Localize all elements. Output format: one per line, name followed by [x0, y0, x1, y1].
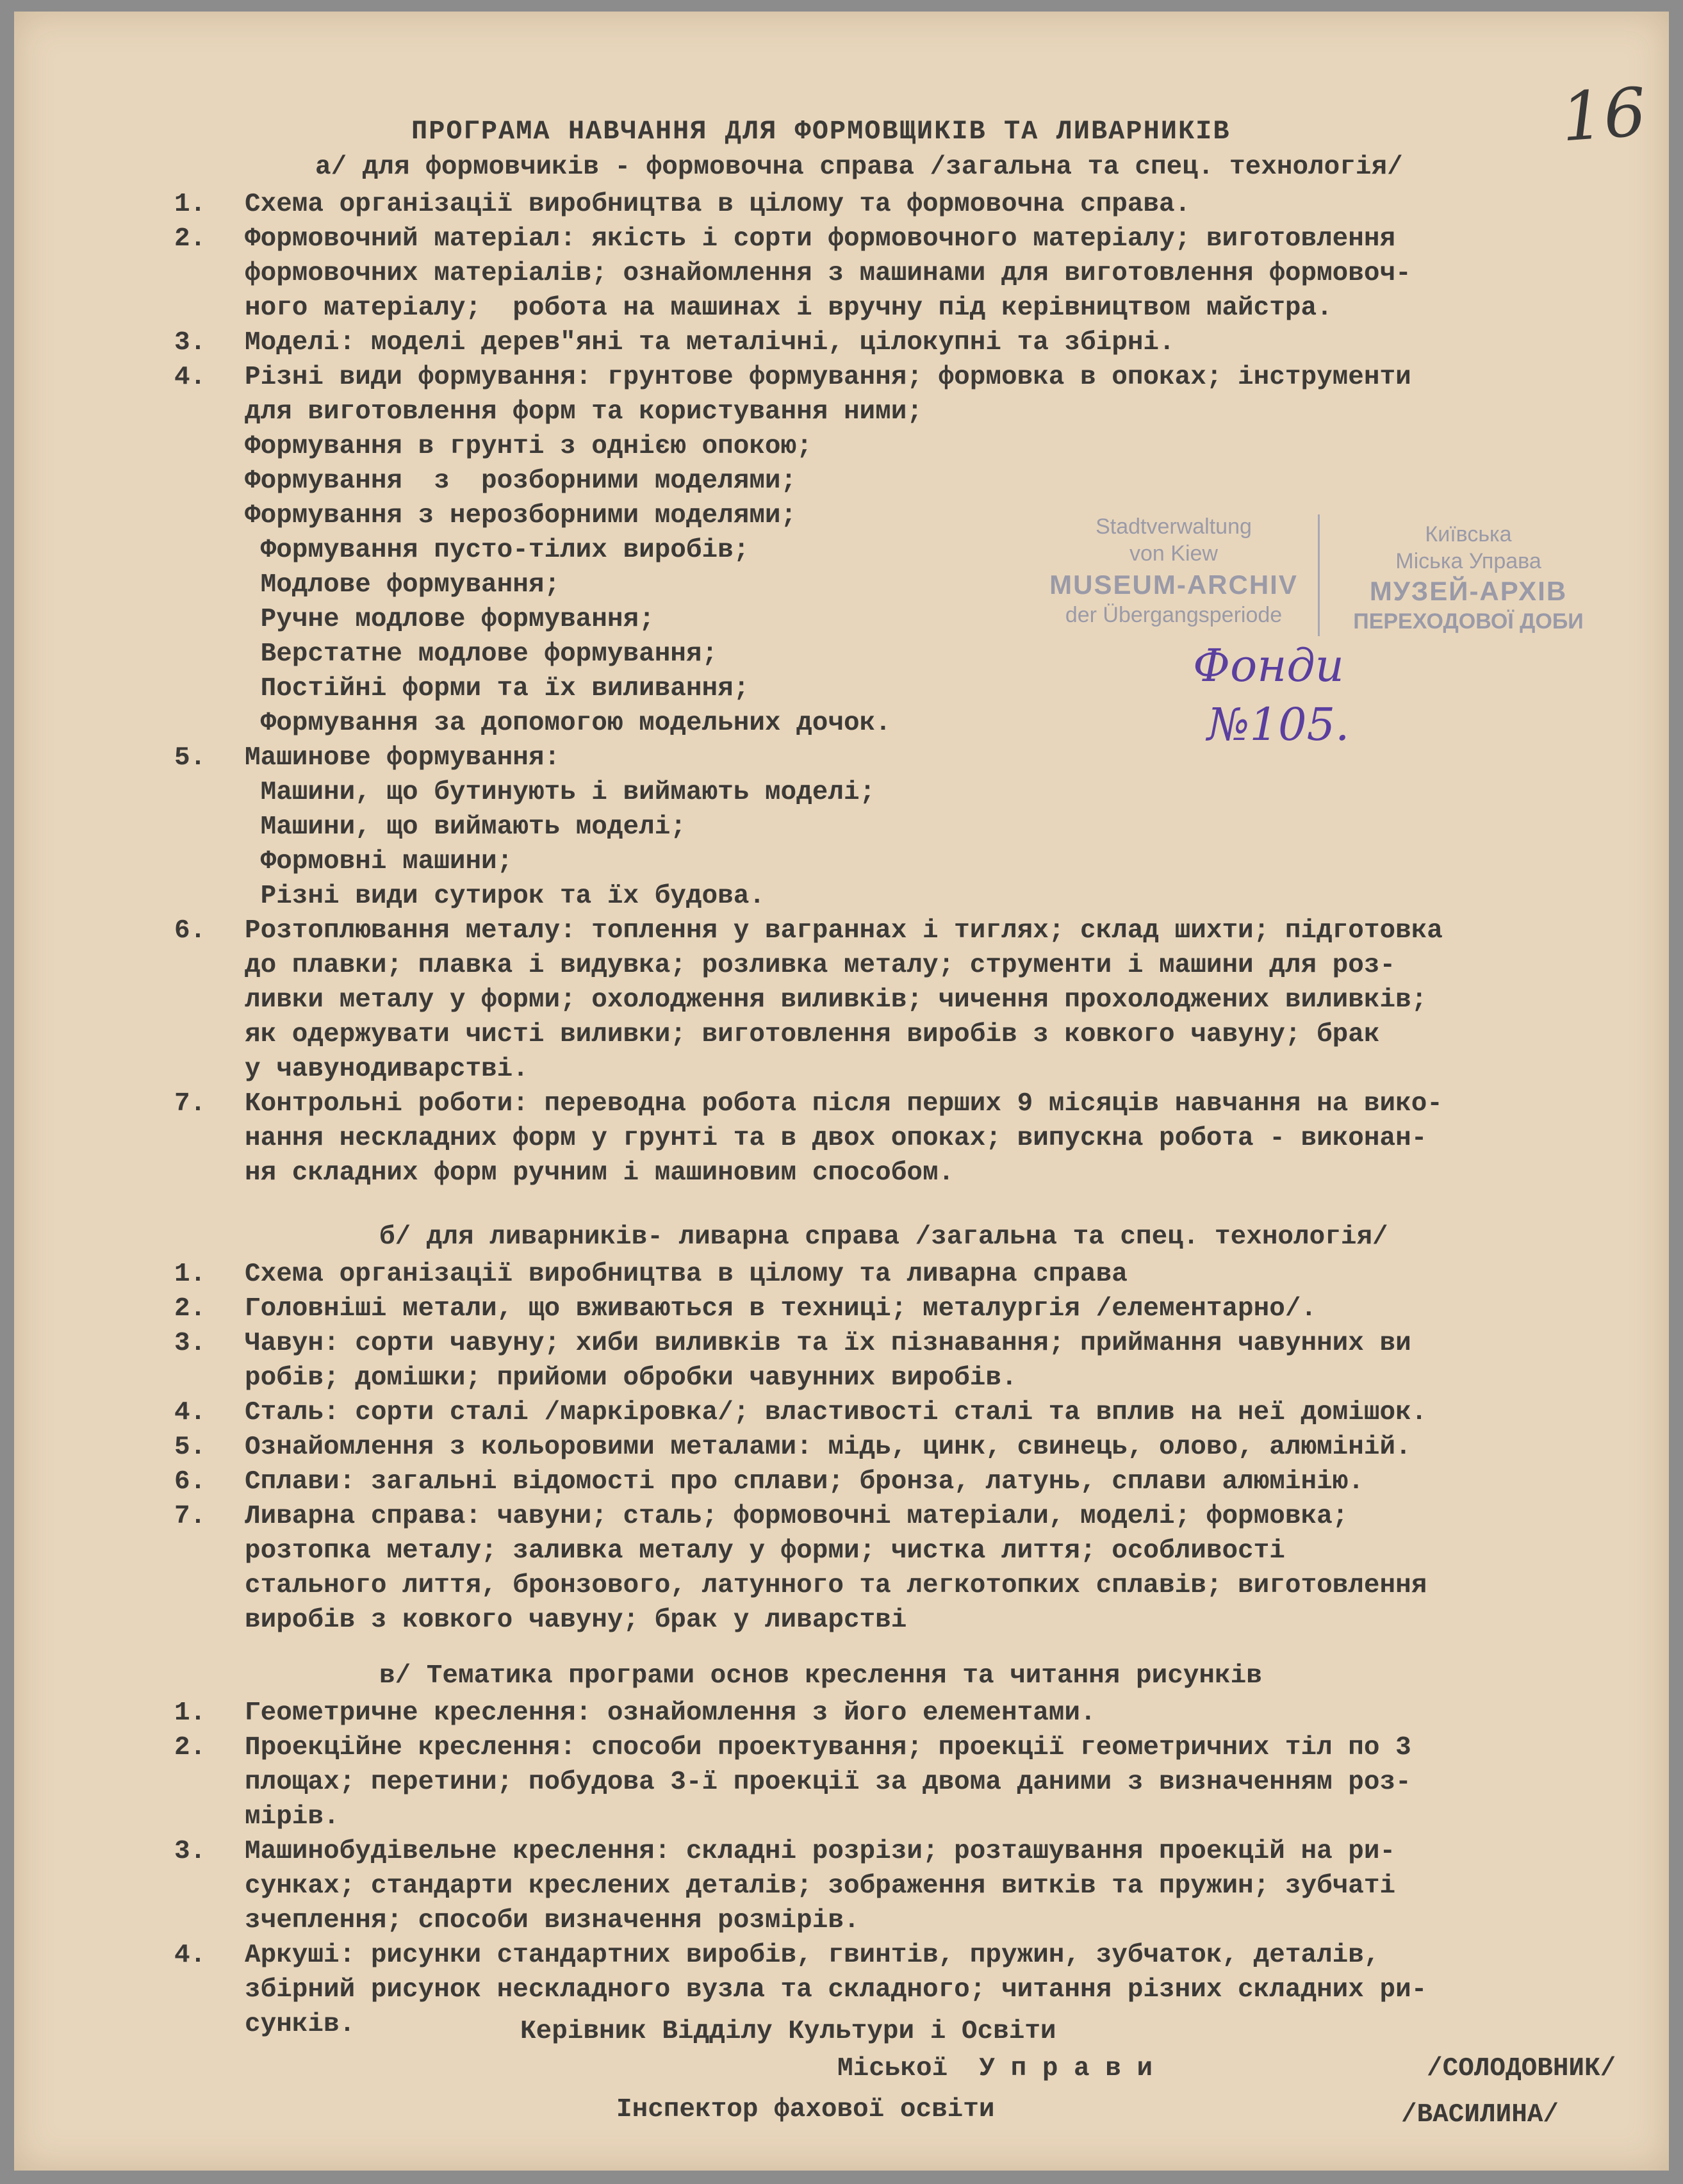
item-text-line: Формування за допомогою модельних дочок. [245, 709, 891, 738]
item-text-line: Ручне модлове формування; [245, 605, 655, 634]
item-number: 1. [174, 1260, 206, 1289]
stamp-uk-line4: ПЕРЕХОДОВОЇ ДОБИ [1353, 609, 1584, 634]
item-text-line: зчеплення; способи визначення розмірів. [245, 1906, 860, 1935]
section-heading: в/ Тематика програми основ креслення та читання рисунків [379, 1661, 1262, 1691]
item-text-line: ливки металу у форми; охолодження виливків; чичення прохолоджених виливків; [245, 985, 1427, 1015]
item-number: 7. [174, 1502, 206, 1531]
item-text-line: Схема організації виробництва в цілому та ливарна справа [245, 1260, 1128, 1289]
item-number: 6. [174, 916, 206, 946]
item-number: 4. [174, 1941, 206, 1970]
item-text-line: Модлове формування; [245, 570, 561, 600]
stamp-de-line1: Stadtverwaltung [1096, 514, 1252, 539]
item-number: 2. [174, 1733, 206, 1762]
section-heading: а/ для формовчиків - формовочна справа /загальна та спец. технологія/ [315, 152, 1403, 182]
item-text-line: виробів з ковкого чавуну; брак у ливарстві [245, 1605, 907, 1635]
stamp-de-line3: MUSEUM-ARCHIV [1049, 570, 1298, 600]
item-text-line: Формовні машини; [245, 847, 513, 876]
document-title: ПРОГРАМА НАВЧАННЯ ДЛЯ ФОРМОВЩИКІВ ТА ЛИВАРНИКІВ [411, 116, 1231, 147]
item-text-line: для виготовлення форм та користування ними; [245, 397, 923, 427]
item-text-line: сунків. [245, 2010, 356, 2039]
item-text-line: Формування пусто-тілих виробів; [245, 536, 750, 565]
stamp-uk-line2: Міська Управа [1395, 549, 1541, 573]
section-heading: б/ для ливарників- ливарна справа /загальна та спец. технологія/ [379, 1222, 1388, 1252]
item-text-line: Розтоплювання металу: топлення у ваграннах і тиглях; склад шихти; підготовка [245, 916, 1443, 946]
item-number: 3. [174, 328, 206, 357]
item-text-line: до плавки; плавка і видувка; розливка металу; струменти і машини для роз- [245, 951, 1396, 980]
item-text-line: Формування в грунті з однією опокою; [245, 432, 812, 461]
item-number: 5. [174, 743, 206, 773]
item-text-line: Машинобудівельне креслення: складні розрізи; розташування проекцій на ри- [245, 1837, 1396, 1866]
item-number: 6. [174, 1467, 206, 1497]
museum-archive-stamp [1030, 508, 1606, 655]
item-text-line: нання нескладних форм у грунті та в двох опоках; випускна робота - виконан- [245, 1124, 1427, 1153]
item-text-line: Ливарна справа: чавуни; сталь; формовочні матеріали, моделі; формовка; [245, 1502, 1349, 1531]
signature-title-line2: Міської У п р а в и [837, 2054, 1153, 2083]
item-text-line: Головніші метали, що вживаються в техниці; металургія /елементарно/. [245, 1294, 1317, 1324]
item-text-line: Постійні форми та їх виливання; [245, 674, 750, 703]
item-number: 4. [174, 363, 206, 392]
item-text-line: сунках; стандарти креслених деталів; зображення витків та пружин; зубчаті [245, 1871, 1396, 1901]
item-text-line: Моделі: моделі дерев"яні та металічні, цілокупні та збірні. [245, 328, 1175, 357]
item-text-line: Ознайомлення з кольоровими металами: мідь, цинк, свинець, олово, алюміній. [245, 1433, 1411, 1462]
item-number: 5. [174, 1433, 206, 1462]
item-number: 2. [174, 1294, 206, 1324]
item-text-line: стального лиття, бронзового, латунного та легкотопких сплавів; виготовлення [245, 1571, 1427, 1600]
item-text-line: робів; домішки; прийоми обробки чавунних виробів. [245, 1363, 1017, 1393]
item-number: 1. [174, 190, 206, 219]
item-text-line: Проекційне креслення: способи проектування; проекції геометричних тіл по 3 [245, 1733, 1411, 1762]
item-text-line: Різні види формування: грунтове формування; формовка в опоках; інструменти [245, 363, 1411, 392]
signature-title-line1: Керівник Відділу Культури і Освіти [520, 2017, 1056, 2046]
item-text-line: Контрольні роботи: переводна робота після перших 9 місяців навчання на вико- [245, 1089, 1443, 1119]
stamp-de-line4: der Übergangsperiode [1065, 603, 1283, 627]
fond-note-line2: №105. [1207, 698, 1350, 751]
item-text-line: розтопка металу; заливка металу у форми; чистка лиття; особливості [245, 1536, 1285, 1566]
item-text-line: Верстатне модлове формування; [245, 639, 718, 669]
item-text-line: у чавунодиварстві. [245, 1055, 529, 1084]
item-text-line: Машинове формування: [245, 743, 561, 773]
item-number: 3. [174, 1329, 206, 1358]
item-text-line: Сталь: сорти сталі /маркіровка/; властивості сталі та вплив на неї домішок. [245, 1398, 1427, 1427]
item-text-line: Чавун: сорти чавуну; хиби виливків та їх пізнавання; приймання чавунних ви [245, 1329, 1411, 1358]
fond-note-line1: Фонди [1193, 639, 1344, 692]
signature-name-1: /СОЛОДОВНИК/ [1427, 2054, 1616, 2083]
item-number: 1. [174, 1698, 206, 1728]
item-text-line: формовочних матеріалів; ознайомлення з машинами для виготовлення формовоч- [245, 259, 1411, 288]
item-text-line: ня складних форм ручним і машиновим способом. [245, 1158, 955, 1188]
item-text-line: площах; перетини; побудова 3-ї проекції за двома даними з визначенням роз- [245, 1768, 1411, 1797]
handwritten-fond-note [1193, 636, 1349, 754]
item-text-line: Сплави: загальні відомості про сплави; бронза, латунь, сплави алюмінію. [245, 1467, 1364, 1497]
item-text-line: Геометричне креслення: ознайомлення з його елементами. [245, 1698, 1096, 1728]
item-text-line: Формування з нерозборними моделями; [245, 501, 797, 530]
item-text-line: Схема організації виробництва в цілому та формовочна справа. [245, 190, 1191, 219]
item-text-line: ного матеріалу; робота на машинах і вручну під керівництвом майстра. [245, 293, 1333, 323]
signature-title-line3: Інспектор фахової освіти [616, 2095, 995, 2124]
stamp-uk-line1: Київська [1425, 522, 1512, 546]
document-page [14, 12, 1669, 2171]
item-text-line: Аркуші: рисунки стандартних виробів, гвинтів, пружин, зубчаток, деталів, [245, 1941, 1380, 1970]
item-number: 3. [174, 1837, 206, 1866]
item-text-line: Різні види сутирок та їх будова. [245, 882, 765, 911]
item-number: 2. [174, 224, 206, 254]
item-text-line: мірів. [245, 1802, 340, 1832]
item-text-line: збірний рисунок нескладного вузла та складного; читання різних складних ри- [245, 1975, 1427, 2005]
item-text-line: Машини, що бутинують і виймають моделі; [245, 778, 876, 807]
signature-name-2: /ВАСИЛИНА/ [1401, 2100, 1559, 2130]
page-number: 16 [1558, 72, 1649, 157]
item-number: 4. [174, 1398, 206, 1427]
item-text-line: Машини, що виймають моделі; [245, 812, 686, 842]
item-number: 7. [174, 1089, 206, 1119]
item-text-line: Формування з розборними моделями; [245, 466, 797, 496]
item-text-line: Формовочний матеріал: якість і сорти формовочного матеріалу; виготовлення [245, 224, 1396, 254]
stamp-de-line2: von Kiew [1129, 541, 1218, 566]
item-text-line: як одержувати чисті виливки; виготовлення виробів з ковкого чавуну; брак [245, 1020, 1380, 1049]
stamp-uk-line3: МУЗЕЙ-АРХІВ [1369, 576, 1568, 606]
stamp-divider [1318, 514, 1320, 636]
